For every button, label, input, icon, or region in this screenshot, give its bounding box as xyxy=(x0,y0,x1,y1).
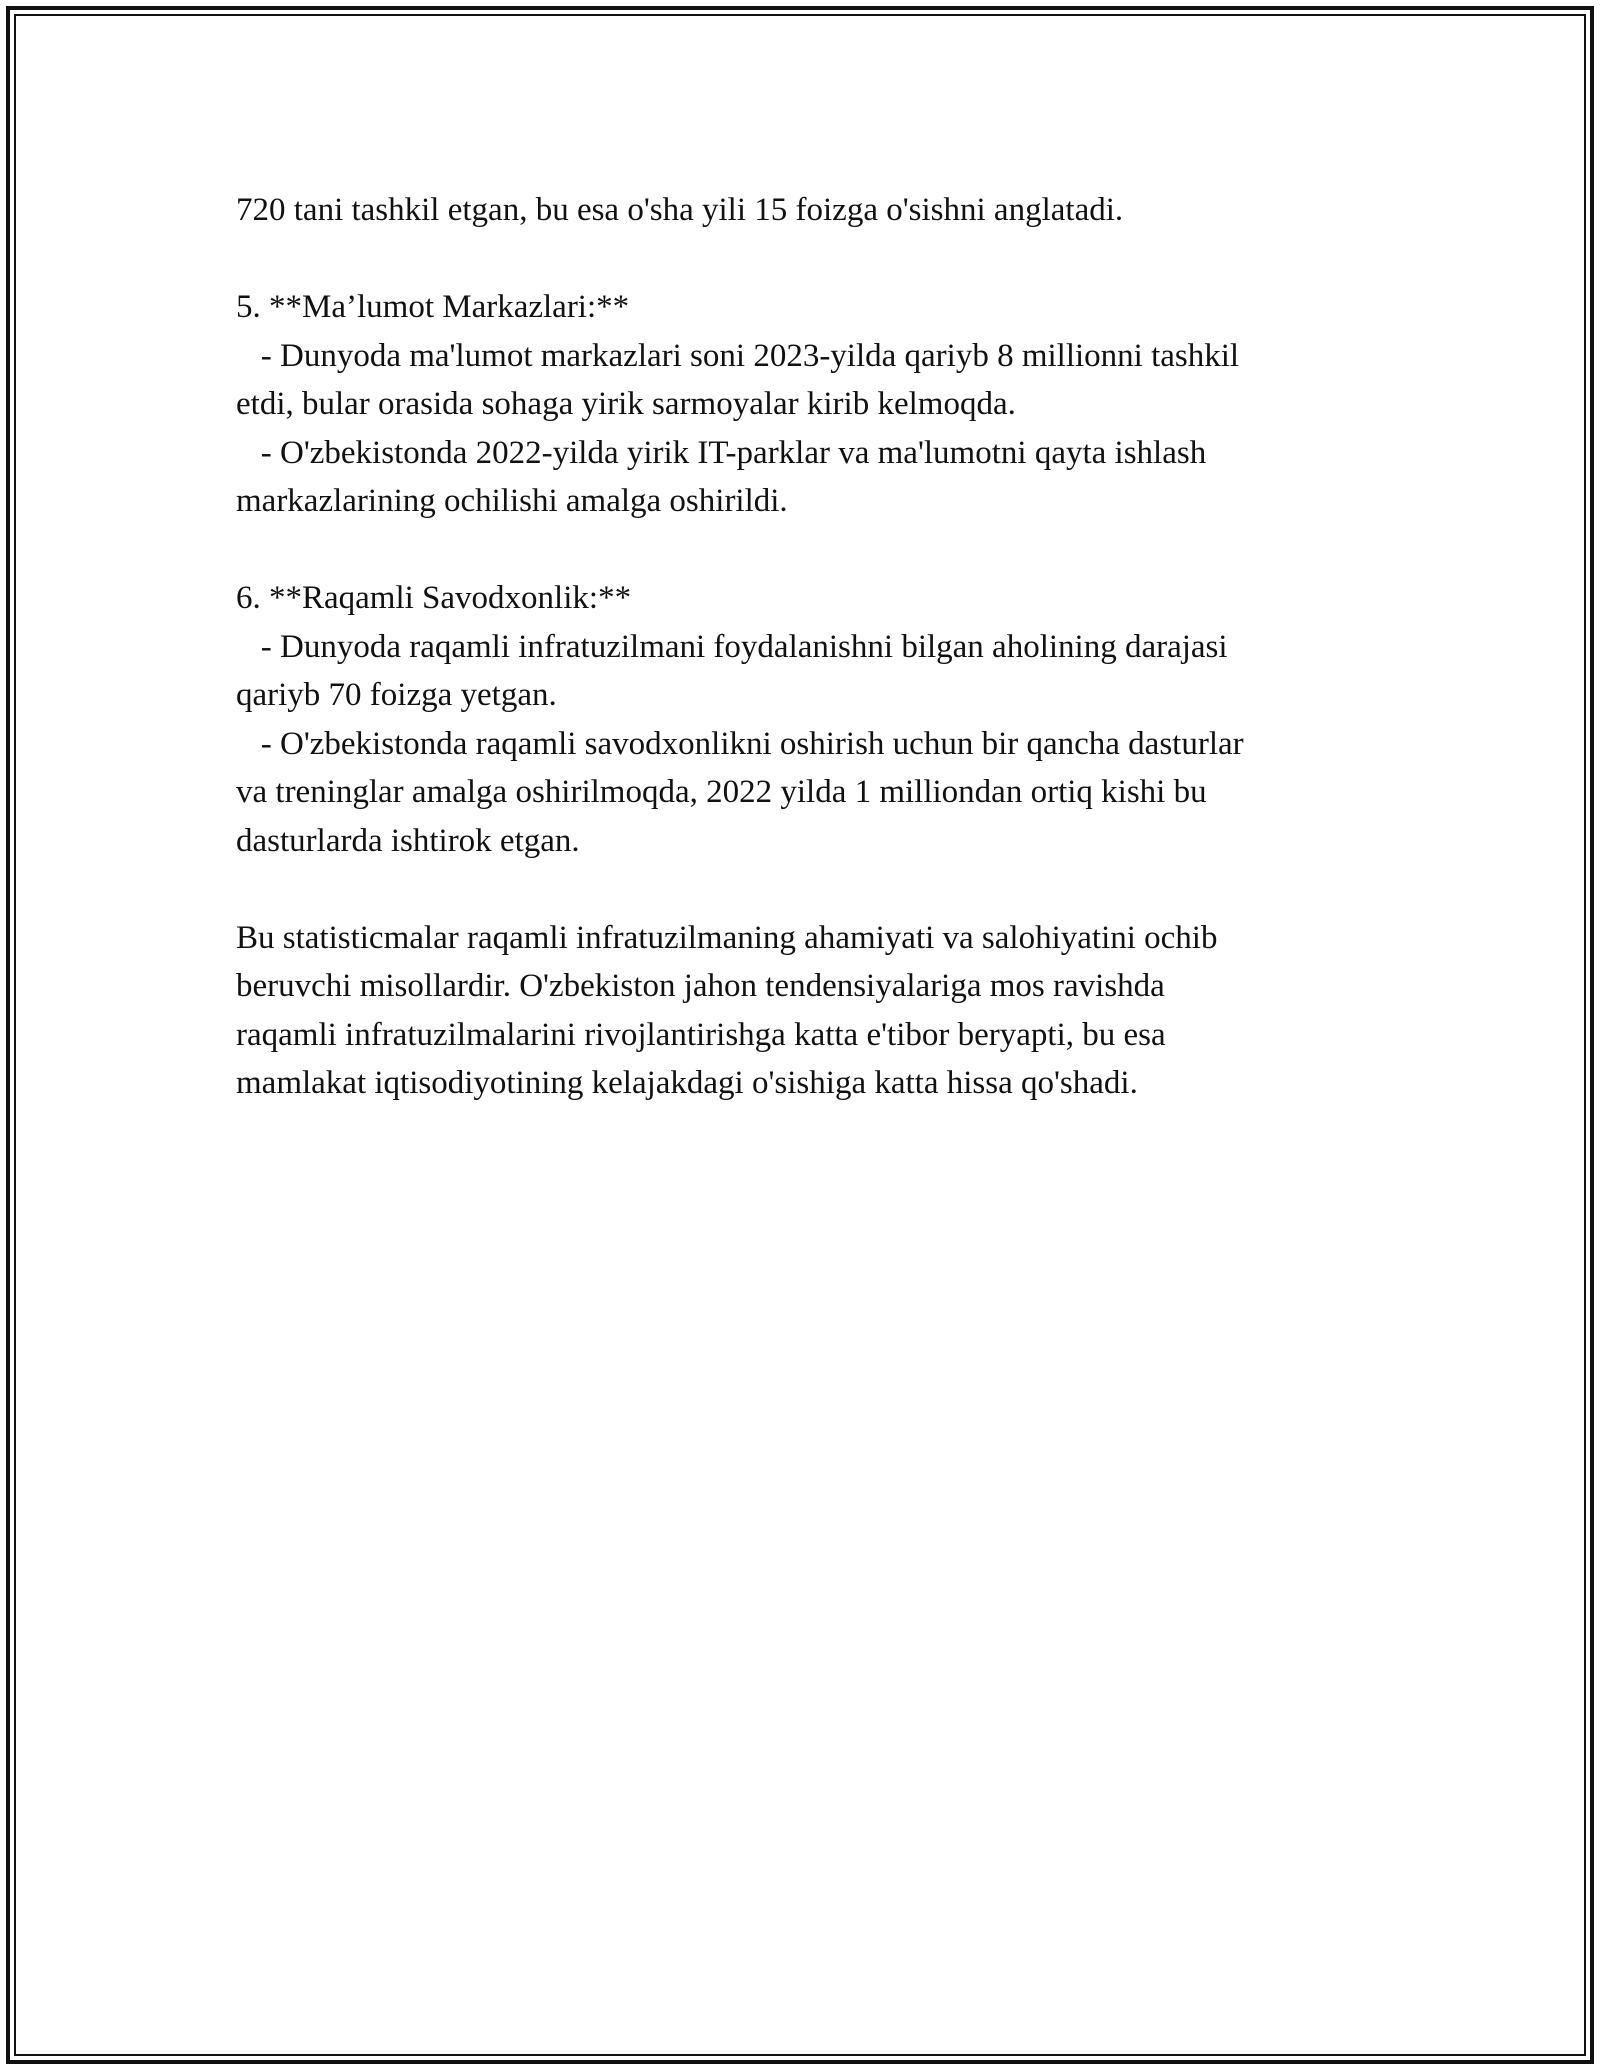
section-heading: 6. **Raqamli Savodxonlik:** xyxy=(236,580,632,616)
section-heading: 5. **Ma’lumot Markazlari:** xyxy=(236,289,630,325)
paragraph-line: qariyb 70 foizga yetgan. xyxy=(236,677,557,713)
paragraph-line: - O'zbekistonda 2022-yilda yirik IT-parklar va ma'lumotni qayta ishlash xyxy=(236,434,1207,471)
paragraph-line: 720 tani tashkil etgan, bu esa o'sha yili 15 foizga o'sishni anglatadi. xyxy=(236,192,1124,228)
paragraph-line: etdi, bular orasida sohaga yirik sarmoyalar kirib kelmoqda. xyxy=(236,386,1016,422)
document-body xyxy=(236,186,1366,1108)
paragraph-line: - Dunyoda ma'lumot markazlari soni 2023-yilda qariyb 8 millionni tashkil xyxy=(236,337,1240,374)
paragraph-gap xyxy=(236,235,1366,284)
paragraph-line: beruvchi misollardir. O'zbekiston jahon tendensiyalariga mos ravishda xyxy=(236,968,1165,1004)
paragraph-line: dasturlarda ishtirok etgan. xyxy=(236,822,580,859)
paragraph-gap xyxy=(236,865,1366,914)
paragraph-line: markazlarining ochilishi amalga oshirildi. xyxy=(236,483,788,519)
paragraph-gap xyxy=(236,526,1366,575)
paragraph-line: - Dunyoda raqamli infratuzilmani foydalanishni bilgan aholining darajasi xyxy=(236,628,1228,665)
paragraph-line: va treninglar amalga oshirilmoqda, 2022 yilda 1 milliondan ortiq kishi bu xyxy=(236,774,1207,810)
paragraph-line: raqamli infratuzilmalarini rivojlantirishga katta e'tibor beryapti, bu esa xyxy=(236,1016,1166,1053)
paragraph-line: - O'zbekistonda raqamli savodxonlikni oshirish uchun bir qancha dasturlar xyxy=(236,725,1244,762)
paragraph-line: mamlakat iqtisodiyotining kelajakdagi o'sishiga katta hissa qo'shadi. xyxy=(236,1065,1138,1101)
paragraph-line: Bu statisticmalar raqamli infratuzilmaning ahamiyati va salohiyatini ochib xyxy=(236,919,1218,956)
